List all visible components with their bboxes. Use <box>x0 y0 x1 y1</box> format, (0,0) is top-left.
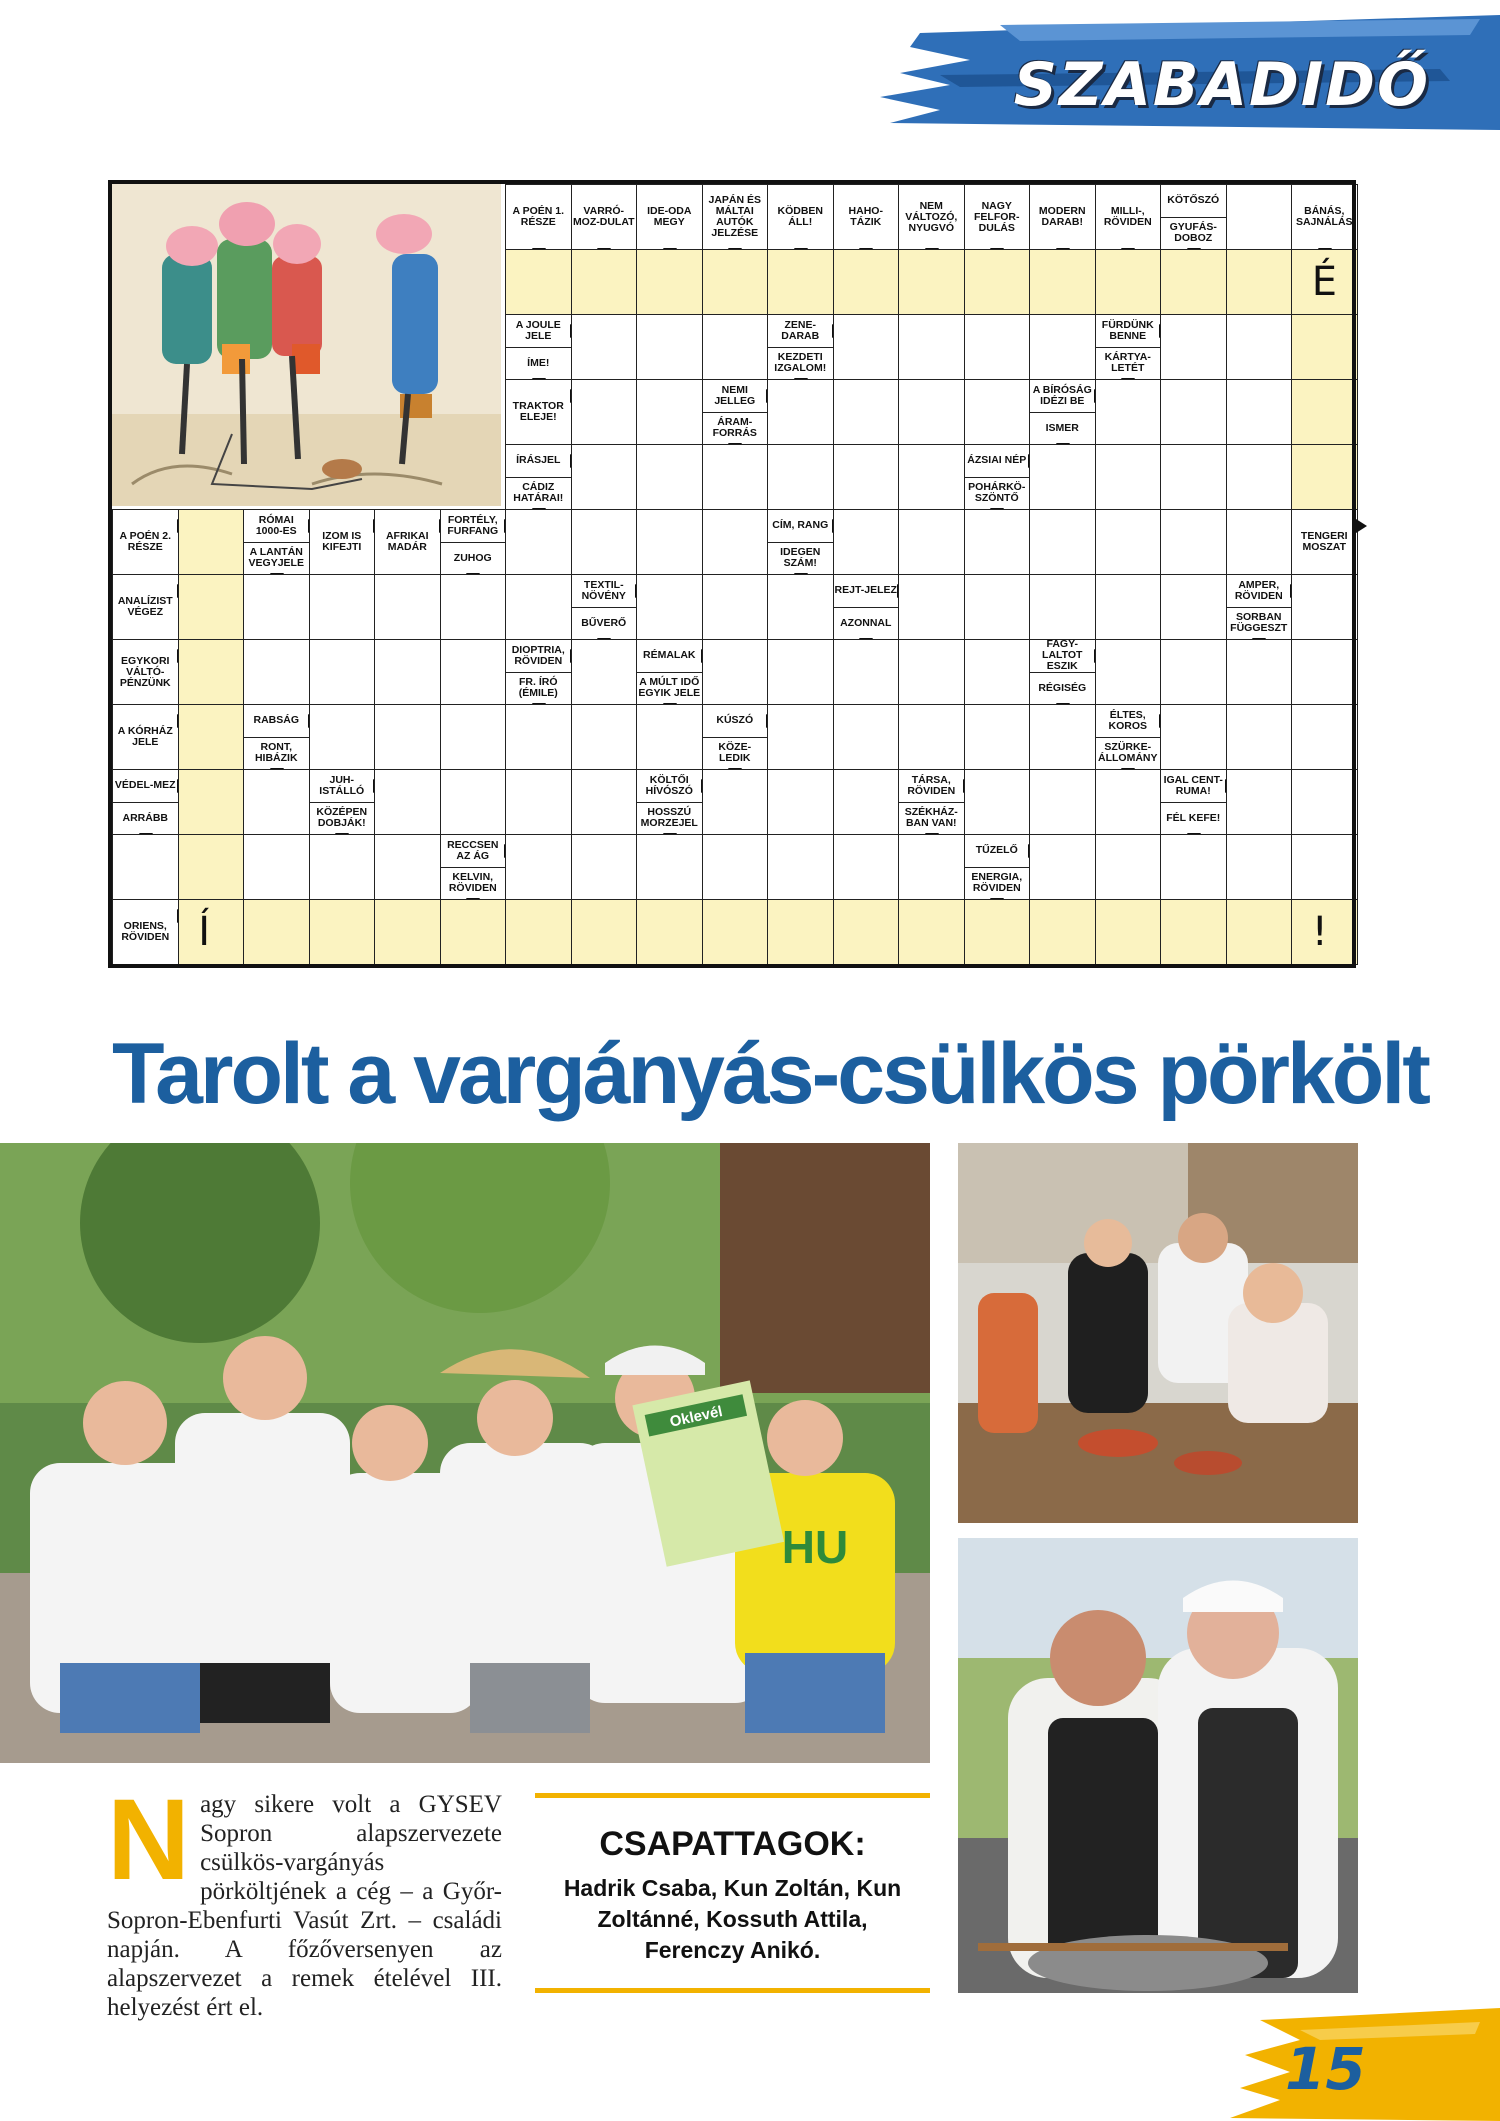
clue-cell <box>374 509 441 575</box>
grid-cell[interactable] <box>1291 704 1358 770</box>
clue-cell <box>636 184 703 250</box>
clue-cell <box>309 769 376 835</box>
crossword-puzzle <box>108 180 1356 968</box>
solution-cell[interactable] <box>964 899 1031 965</box>
clue-cell <box>571 574 638 640</box>
clue-cell <box>1029 639 1096 705</box>
clue-text: SORBAN FÜGGESZT <box>1227 607 1292 640</box>
grid-cell[interactable] <box>898 509 965 575</box>
clue-text: RÓMAI 1000-ES <box>255 513 297 537</box>
grid-cell[interactable] <box>636 314 703 380</box>
clue-text: TENGERI MOSZAT <box>1300 530 1348 553</box>
clue-cell <box>309 509 376 575</box>
clue-text: TRAKTOR ELEJE! <box>512 400 564 423</box>
grid-cell[interactable] <box>1095 769 1162 835</box>
grid-cell[interactable] <box>898 574 965 640</box>
team-photo <box>0 1143 930 1763</box>
grid-cell[interactable] <box>440 769 507 835</box>
clue-cell <box>767 184 834 250</box>
clue-text: POHÁRKÖ-SZÖNTŐ <box>965 477 1030 510</box>
grid-cell[interactable] <box>1160 834 1227 900</box>
grid-cell[interactable] <box>702 444 769 510</box>
grid-cell[interactable] <box>571 834 638 900</box>
clue-text: A POÉN 1. RÉSZE <box>512 205 565 228</box>
grid-cell[interactable] <box>1160 574 1227 640</box>
clue-text: ORIENS, RÖVIDEN <box>121 920 170 943</box>
grid-cell[interactable] <box>964 639 1031 705</box>
solution-cell[interactable] <box>964 249 1031 315</box>
grid-cell[interactable] <box>1029 834 1096 900</box>
clue-text: KÖZE-LEDIK <box>703 737 768 770</box>
grid-cell[interactable] <box>309 704 376 770</box>
grid-cell[interactable] <box>636 379 703 445</box>
solution-cell[interactable] <box>898 899 965 965</box>
clue-cell <box>1291 184 1358 250</box>
grid-cell[interactable] <box>1226 444 1293 510</box>
clue-text: TEXTIL-NÖVÉNY <box>581 578 626 602</box>
clue-text: TŰZELŐ <box>975 844 1018 857</box>
grid-cell[interactable] <box>1291 834 1358 900</box>
section-title: SZABADIDŐ <box>1013 50 1430 120</box>
clue-text: AMPER, RÖVIDEN <box>1234 578 1283 602</box>
clue-cell <box>833 184 900 250</box>
grid-cell[interactable] <box>767 834 834 900</box>
grid-cell[interactable] <box>112 834 179 900</box>
clue-text: MODERN DARAB! <box>1038 205 1086 228</box>
grid-cell[interactable] <box>898 314 965 380</box>
clue-cell <box>112 574 179 640</box>
grid-cell[interactable] <box>1160 509 1227 575</box>
grid-cell[interactable] <box>571 769 638 835</box>
grid-cell[interactable] <box>571 509 638 575</box>
solution-cell[interactable] <box>1291 379 1358 445</box>
clue-text: SZÜRKE-ÁLLOMÁNY <box>1096 737 1161 770</box>
grid-cell[interactable] <box>1095 639 1162 705</box>
grid-cell[interactable] <box>702 574 769 640</box>
clue-cell <box>112 769 179 835</box>
clue-text: IDE-ODA MEGY <box>647 205 692 228</box>
grid-cell[interactable] <box>964 769 1031 835</box>
clue-cell <box>1029 379 1096 445</box>
grid-cell[interactable] <box>243 574 310 640</box>
grid-cell[interactable] <box>374 834 441 900</box>
grid-cell[interactable] <box>636 834 703 900</box>
clue-cell <box>505 444 572 510</box>
solution-cell[interactable] <box>1291 314 1358 380</box>
grid-cell[interactable] <box>964 704 1031 770</box>
grid-cell[interactable] <box>964 314 1031 380</box>
clue-text: FR. ÍRÓ (ÉMILE) <box>506 672 571 705</box>
solution-cell[interactable] <box>636 249 703 315</box>
clue-cell <box>1095 314 1162 380</box>
grid-cell[interactable] <box>833 509 900 575</box>
clue-cell <box>440 509 507 575</box>
clue-text: ÉLTES, KOROS <box>1108 708 1147 732</box>
solution-letter: ! <box>1311 909 1328 955</box>
clue-text: SZÉKHÁZ-BAN VAN! <box>899 802 964 835</box>
grid-cell[interactable] <box>1029 444 1096 510</box>
grid-cell[interactable] <box>636 509 703 575</box>
team-box-bottom-rule <box>535 1988 930 1993</box>
grid-cell[interactable] <box>833 704 900 770</box>
solution-cell[interactable] <box>1029 249 1096 315</box>
team-title: CSAPATTAGOK: <box>599 1825 866 1863</box>
clue-text: BÁNÁS, SAJNÁLÁS <box>1295 205 1353 228</box>
clue-text: ENERGIA, RÖVIDEN <box>965 867 1030 900</box>
clue-text: RONT, HIBÁZIK <box>244 737 309 770</box>
grid-cell[interactable] <box>702 834 769 900</box>
grid-cell[interactable] <box>1226 509 1293 575</box>
clue-cell <box>1226 574 1293 640</box>
clue-text: KEZDETI IZGALOM! <box>768 347 833 380</box>
grid-cell[interactable] <box>309 639 376 705</box>
solution-cell[interactable] <box>1160 899 1227 965</box>
solution-cell[interactable] <box>1160 249 1227 315</box>
grid-cell[interactable] <box>1160 379 1227 445</box>
clue-cell <box>964 444 1031 510</box>
solution-letter: É <box>1311 259 1338 305</box>
solution-cell[interactable] <box>1226 899 1293 965</box>
grid-cell[interactable] <box>1029 769 1096 835</box>
clue-cell <box>767 509 834 575</box>
clue-text: KÖZÉPEN DOBJÁK! <box>310 802 375 835</box>
grid-cell[interactable] <box>309 574 376 640</box>
solution-cell[interactable] <box>374 899 441 965</box>
solution-cell[interactable] <box>178 704 245 770</box>
grid-cell[interactable] <box>1095 509 1162 575</box>
solution-cell[interactable] <box>767 899 834 965</box>
clue-text: IDEGEN SZÁM! <box>768 542 833 575</box>
grid-cell[interactable] <box>243 834 310 900</box>
solution-cell[interactable] <box>1226 249 1293 315</box>
grid-cell[interactable] <box>1095 444 1162 510</box>
clue-text: AFRIKAI MADÁR <box>385 530 429 553</box>
grid-cell[interactable] <box>1291 769 1358 835</box>
solution-cell[interactable] <box>571 899 638 965</box>
clue-text: RÉMALAK <box>643 649 696 662</box>
clue-cell <box>1160 769 1227 835</box>
clue-cell <box>636 639 703 705</box>
clue-cell <box>964 184 1031 250</box>
clue-text: KÖTŐSZÓ <box>1167 194 1220 207</box>
cartoon-illustration <box>112 184 501 506</box>
certificate-text: Oklevél <box>668 1402 725 1431</box>
clue-cell <box>898 184 965 250</box>
grid-cell[interactable] <box>636 444 703 510</box>
clue-text: ZENE-DARAB <box>781 318 820 342</box>
grid-cell[interactable] <box>571 639 638 705</box>
grid-cell[interactable] <box>898 639 965 705</box>
article-text: agy sikere volt a GYSEV Sopron alapszervezete csülkös-vargányás pörköltjének a cég – a Győr-Sopron-Ebenfurti Vasút Zrt. – családi napján. A főzőversenyen az alapszervezet a remek ételével III. helyezést ért el. <box>107 1791 502 2021</box>
grid-cell[interactable] <box>571 379 638 445</box>
grid-cell[interactable] <box>1095 574 1162 640</box>
grid-cell[interactable] <box>1160 639 1227 705</box>
clue-cell <box>505 184 572 250</box>
grid-cell[interactable] <box>440 704 507 770</box>
solution-cell[interactable] <box>1029 899 1096 965</box>
clue-text: ÍME! <box>506 347 571 380</box>
shirt-text: HU <box>781 1521 849 1573</box>
clue-cell <box>505 639 572 705</box>
grid-cell[interactable] <box>1029 574 1096 640</box>
clue-text: VÉDEL-MEZ <box>114 779 176 792</box>
chefs-photo <box>958 1538 1358 1993</box>
clue-text: ARRÁBB <box>113 802 178 835</box>
clue-text: JAPÁN ÉS MÁLTAI AUTÓK JELZÉSE <box>708 194 761 239</box>
solution-cell[interactable] <box>178 834 245 900</box>
clue-text: KÖLTŐI HÍVÓSZÓ <box>645 773 693 797</box>
clue-text: HOSSZÚ MORZEJEL <box>637 802 702 835</box>
solution-cell[interactable] <box>178 899 245 965</box>
grid-cell[interactable] <box>1291 639 1358 705</box>
solution-cell[interactable] <box>178 769 245 835</box>
clue-cell <box>112 509 179 575</box>
clue-cell <box>112 704 179 770</box>
clue-text: A BÍRÓSÁG IDÉZI BE <box>1032 383 1092 407</box>
grid-cell[interactable] <box>833 314 900 380</box>
clue-cell <box>702 379 769 445</box>
solution-cell[interactable] <box>767 249 834 315</box>
grid-cell[interactable] <box>964 379 1031 445</box>
cooking-judges-photo <box>958 1143 1358 1523</box>
grid-cell[interactable] <box>702 509 769 575</box>
grid-cell[interactable] <box>898 379 965 445</box>
grid-cell[interactable] <box>1029 509 1096 575</box>
grid-cell[interactable] <box>1160 444 1227 510</box>
clue-text: VARRÓ-MOZ-DULAT <box>572 205 635 228</box>
grid-cell[interactable] <box>505 509 572 575</box>
clue-text: FAGY-LALTOT ESZIK <box>1042 640 1083 672</box>
grid-cell[interactable] <box>571 444 638 510</box>
grid-cell[interactable] <box>898 834 965 900</box>
clue-text: A LANTÁN VEGYJELE <box>244 542 309 575</box>
solution-cell[interactable] <box>636 899 703 965</box>
grid-cell[interactable] <box>1226 769 1293 835</box>
solution-cell[interactable] <box>178 509 245 575</box>
grid-cell[interactable] <box>898 704 965 770</box>
grid-cell[interactable] <box>833 834 900 900</box>
solution-cell[interactable] <box>1095 249 1162 315</box>
solution-cell[interactable] <box>1095 899 1162 965</box>
clue-text: TÁRSA, RÖVIDEN <box>907 773 956 797</box>
clue-cell <box>243 509 310 575</box>
grid-cell[interactable] <box>374 574 441 640</box>
clue-cell <box>636 769 703 835</box>
clue-text: NAGY FELFOR-DULÁS <box>974 199 1020 234</box>
grid-cell[interactable] <box>833 769 900 835</box>
clue-cell <box>505 379 572 445</box>
grid-cell[interactable] <box>767 769 834 835</box>
grid-cell[interactable] <box>571 704 638 770</box>
grid-cell[interactable] <box>767 379 834 445</box>
grid-cell[interactable] <box>767 574 834 640</box>
grid-cell[interactable] <box>1226 834 1293 900</box>
clue-text: IZOM IS KIFEJTI <box>322 530 362 553</box>
grid-cell[interactable] <box>505 704 572 770</box>
grid-cell[interactable] <box>833 639 900 705</box>
clue-cell <box>243 704 310 770</box>
clue-cell <box>1291 509 1358 575</box>
clue-text: FÜRDÜNK BENNE <box>1101 318 1154 342</box>
solution-letter: Í <box>198 909 211 955</box>
grid-cell[interactable] <box>1226 379 1293 445</box>
grid-cell[interactable] <box>1160 314 1227 380</box>
grid-cell[interactable] <box>702 314 769 380</box>
grid-cell[interactable] <box>374 769 441 835</box>
clue-cell <box>112 899 179 965</box>
clue-cell <box>702 184 769 250</box>
grid-cell[interactable] <box>1291 574 1358 640</box>
grid-cell[interactable] <box>1160 704 1227 770</box>
clue-cell <box>1160 184 1227 250</box>
grid-cell[interactable] <box>1095 834 1162 900</box>
clue-cell <box>440 834 507 900</box>
clue-text: ÁZSIAI NÉP <box>967 454 1027 467</box>
clue-text: KELVIN, RÖVIDEN <box>441 867 506 900</box>
grid-cell[interactable] <box>374 639 441 705</box>
grid-cell[interactable] <box>898 444 965 510</box>
clue-text: ZUHOG <box>441 542 506 575</box>
clue-text: BŰVERŐ <box>572 607 637 640</box>
grid-cell[interactable] <box>440 639 507 705</box>
clue-cell <box>702 704 769 770</box>
grid-cell[interactable] <box>767 444 834 510</box>
clue-cell <box>833 574 900 640</box>
grid-cell[interactable] <box>571 314 638 380</box>
grid-cell[interactable] <box>1226 639 1293 705</box>
grid-cell[interactable] <box>1226 704 1293 770</box>
clue-text: CÍM, RANG <box>772 519 829 532</box>
grid-cell[interactable] <box>636 704 703 770</box>
page-number: 15 <box>1285 2035 1366 2103</box>
clue-text: REJT-JELEZ <box>834 584 897 597</box>
solution-cell[interactable] <box>505 249 572 315</box>
clue-text: ISMER <box>1030 412 1095 445</box>
team-box-top-rule <box>535 1793 930 1798</box>
grid-cell[interactable] <box>964 574 1031 640</box>
solution-cell[interactable] <box>898 249 965 315</box>
clue-text: FÉL KEFE! <box>1161 802 1226 835</box>
clue-cell <box>1095 184 1162 250</box>
clue-text: RABSÁG <box>253 714 299 727</box>
clue-cell <box>571 184 638 250</box>
solution-cell[interactable] <box>178 639 245 705</box>
grid-cell[interactable] <box>1029 704 1096 770</box>
clue-cell <box>767 314 834 380</box>
solution-cell[interactable] <box>702 249 769 315</box>
solution-cell[interactable] <box>440 899 507 965</box>
clue-cell <box>1095 704 1162 770</box>
clue-text: ÍRÁSJEL <box>516 454 561 467</box>
grid-cell[interactable] <box>767 704 834 770</box>
grid-cell[interactable] <box>702 769 769 835</box>
solution-cell[interactable] <box>833 899 900 965</box>
grid-cell[interactable] <box>833 379 900 445</box>
clue-text: IGAL CENT-RUMA! <box>1163 773 1223 797</box>
grid-cell[interactable] <box>505 769 572 835</box>
solution-cell[interactable] <box>178 574 245 640</box>
grid-cell[interactable] <box>1226 314 1293 380</box>
clue-text: A KÓRHÁZ JELE <box>117 725 173 748</box>
clue-text: MILLI-, RÖVIDEN <box>1103 205 1152 228</box>
solution-cell[interactable] <box>833 249 900 315</box>
solution-cell[interactable] <box>243 899 310 965</box>
solution-cell[interactable] <box>702 899 769 965</box>
clue-text: A POÉN 2. RÉSZE <box>119 530 172 553</box>
grid-cell[interactable] <box>833 444 900 510</box>
clue-text: JUH-ISTÁLLÓ <box>319 773 365 797</box>
clue-text: NEMI JELLEG <box>714 383 756 407</box>
clue-text: RECCSEN AZ ÁG <box>447 838 499 862</box>
grid-cell[interactable] <box>243 769 310 835</box>
clue-text: RÉGISÉG <box>1030 672 1095 705</box>
clue-text: A JOULE JELE <box>515 318 561 342</box>
grid-cell[interactable] <box>767 639 834 705</box>
clue-text: KÚSZÓ <box>716 714 754 727</box>
team-members: Hadrik Csaba, Kun Zoltán, Kun Zoltánné, Kossuth Attila, Ferenczy Anikó. <box>563 1875 902 1963</box>
grid-cell[interactable] <box>505 834 572 900</box>
grid-cell[interactable] <box>964 509 1031 575</box>
drop-cap: N <box>107 1776 191 1904</box>
solution-cell[interactable] <box>1291 444 1358 510</box>
article-body <box>107 1776 502 2022</box>
article-headline: Tarolt a vargányás-csülkös pörkölt <box>112 1026 1428 1122</box>
grid-cell <box>1226 184 1293 250</box>
grid-cell[interactable] <box>636 574 703 640</box>
clue-arrow <box>1356 519 1367 533</box>
solution-cell[interactable] <box>505 899 572 965</box>
grid-cell[interactable] <box>1095 379 1162 445</box>
clue-cell <box>964 834 1031 900</box>
clue-text: A MÚLT IDŐ EGYIK JELE <box>637 672 702 705</box>
clue-text: DIOPTRIA, RÖVIDEN <box>511 643 565 667</box>
clue-text: ÁRAM-FORRÁS <box>703 412 768 445</box>
solution-cell[interactable] <box>309 899 376 965</box>
clue-text: KÖDBEN ÁLL! <box>777 205 823 228</box>
clue-cell <box>505 314 572 380</box>
solution-cell[interactable] <box>571 249 638 315</box>
grid-cell[interactable] <box>505 574 572 640</box>
clue-text: KÁRTYA-LETÉT <box>1096 347 1161 380</box>
clue-text: HAHO-TÁZIK <box>848 205 883 228</box>
grid-cell[interactable] <box>374 704 441 770</box>
grid-cell[interactable] <box>243 639 310 705</box>
grid-cell[interactable] <box>1029 314 1096 380</box>
clue-text: GYUFÁS-DOBOZ <box>1161 217 1226 250</box>
clue-text: EGYKORI VÁLTÓ-PÉNZÜNK <box>119 654 171 689</box>
clue-text: NEM VÁLTOZÓ, NYUGVÓ <box>905 199 958 234</box>
clue-text: FORTÉLY, FURFANG <box>447 513 499 537</box>
clue-text: CÁDIZ HATÁRAI! <box>506 477 571 510</box>
clue-cell <box>1029 184 1096 250</box>
grid-cell[interactable] <box>309 834 376 900</box>
clue-text: AZONNAL <box>834 607 899 640</box>
clue-cell <box>112 639 179 705</box>
grid-cell[interactable] <box>702 639 769 705</box>
clue-cell <box>898 769 965 835</box>
clue-text: ANALÍZIST VÉGEZ <box>117 595 173 618</box>
grid-cell[interactable] <box>440 574 507 640</box>
